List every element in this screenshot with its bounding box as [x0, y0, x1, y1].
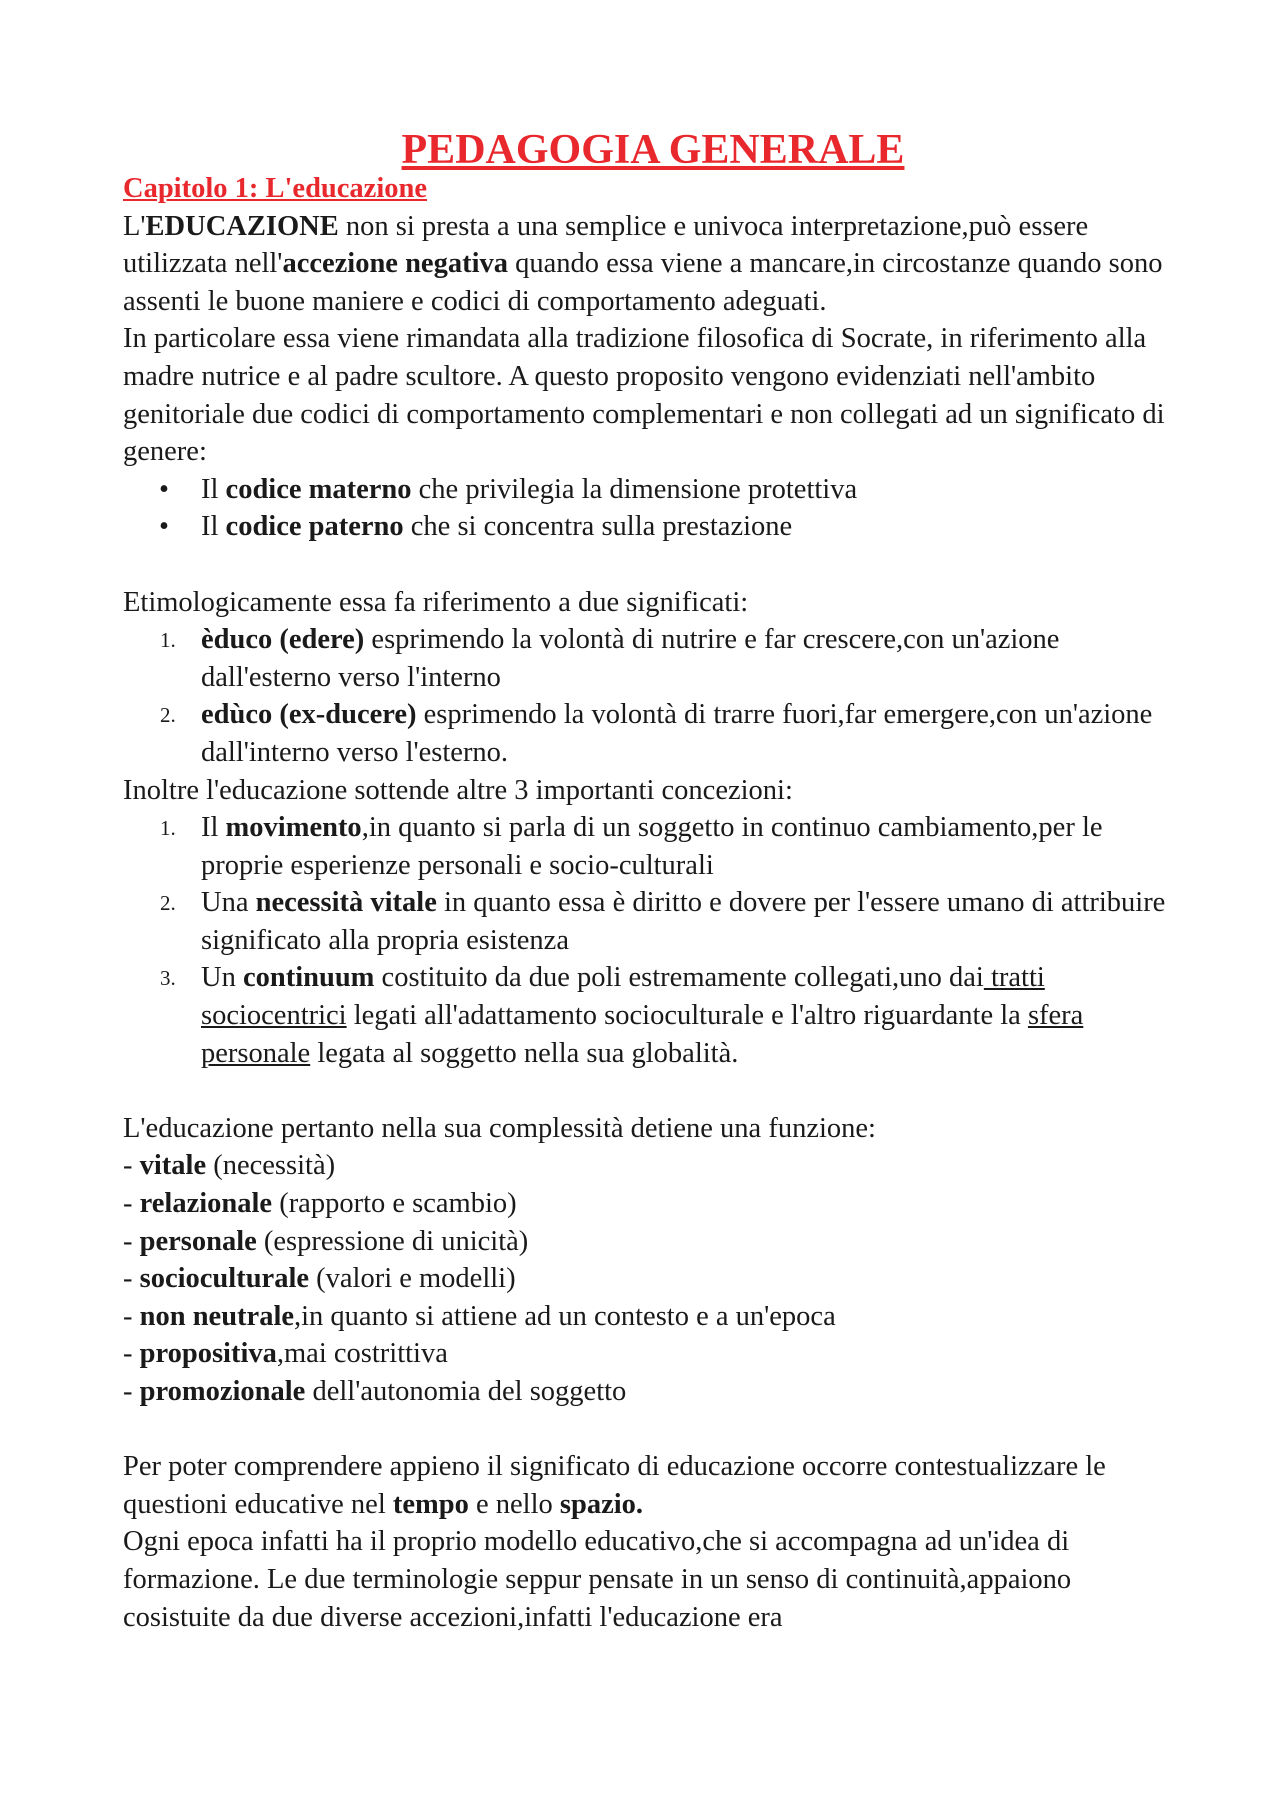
dash: -: [123, 1376, 140, 1407]
bold-spazio: spazio.: [559, 1488, 644, 1520]
list-item: [123, 1373, 1183, 1411]
list-item-text: Il: [201, 511, 226, 543]
list-item-bold: necessità vitale: [255, 887, 437, 919]
list-item-text: Il: [201, 473, 226, 505]
list-item-text: in quanto essa è diritto e dovere per l'essere umano di attribuire significato alla propria esistenza: [201, 887, 1166, 956]
dash: -: [123, 1338, 140, 1370]
paragraph-text: e nello: [468, 1488, 560, 1520]
list-item-text: (espressione di unicità): [256, 1225, 529, 1257]
list-item-text: legati all'adattamento socioculturale e l'altro riguardante la: [346, 1000, 1028, 1032]
list-item-bold: non neutrale: [139, 1300, 295, 1332]
document-content: [123, 124, 1183, 1636]
list-item-bold: movimento: [225, 812, 362, 844]
intro-text-1: L': [123, 210, 146, 242]
list-item-bold: personale: [139, 1225, 257, 1257]
list-item-text: ,mai costrittiva: [276, 1338, 448, 1370]
list-item-bold: vitale: [139, 1150, 207, 1182]
list-item: [123, 696, 1183, 771]
list-item-text: costituito da due poli estremamente collegati,uno dai: [374, 962, 984, 994]
list-item-text: (valori e modelli): [309, 1263, 516, 1295]
intro-bold-accezione: accezione negativa: [282, 248, 508, 280]
list-item-text: legata al soggetto nella sua globalità.: [310, 1037, 739, 1069]
dash: -: [123, 1263, 140, 1295]
list-item: [123, 1335, 1183, 1373]
list-item-bold: codice materno: [225, 473, 412, 505]
list-item: [123, 1298, 1183, 1336]
concezioni-list: [123, 809, 1183, 1072]
dash: -: [123, 1150, 140, 1182]
list-item: [123, 508, 1183, 546]
list-item-text: che privilegia la dimensione protettiva: [411, 473, 858, 505]
dash: -: [123, 1225, 140, 1257]
chapter-heading: Capitolo 1: L'educazione: [123, 173, 427, 204]
number-marker: 1.: [160, 816, 176, 841]
list-item-bold: relazionale: [139, 1188, 273, 1220]
blank-line: [123, 546, 1183, 584]
bullet-marker: •: [159, 473, 169, 505]
tempo-spazio-paragraph: [123, 1448, 1183, 1523]
list-item: [123, 621, 1183, 696]
bold-tempo: tempo: [392, 1488, 469, 1520]
list-item: [123, 1147, 1183, 1185]
codes-list: [123, 471, 1183, 546]
list-item-bold: èduco (edere): [201, 624, 365, 656]
list-item: [123, 1223, 1183, 1261]
list-item-text: ,in quanto si parla di un soggetto in continuo cambiamento,per le proprie esperienze personali e socio-culturali: [201, 812, 1103, 881]
etimo-list: [123, 621, 1183, 771]
list-item-text: che si concentra sulla prestazione: [403, 511, 793, 543]
list-item: [123, 884, 1183, 959]
paragraph-text: Per poter comprendere appieno il significato di educazione occorre contestualizzare le questioni educative nel: [123, 1451, 1106, 1520]
list-item-bold: continuum: [242, 962, 375, 994]
list-item-text: esprimendo la volontà di trarre fuori,far emergere,con un'azione dall'interno verso l'esterno.: [201, 699, 1153, 768]
number-marker: 3.: [160, 966, 176, 991]
list-item-bold: propositiva: [139, 1338, 277, 1370]
list-item: [123, 809, 1183, 884]
intro-text-2: non si presta a una semplice e univoca interpretazione,può essere utilizzata nell': [123, 210, 1089, 280]
list-item-bold: codice paterno: [225, 511, 404, 543]
number-marker: 2.: [160, 891, 176, 916]
intro-text-3: quando essa viene a mancare,in circostanze quando sono assenti le buone maniere e codici di comportamento adeguati.: [123, 248, 1163, 317]
list-item: [123, 1260, 1183, 1298]
blank-line: [123, 1072, 1183, 1110]
list-item-text: esprimendo la volontà di nutrire e far crescere,con un'azione dall'esterno verso l'interno: [201, 624, 1060, 693]
underlined-text: sfera personale: [201, 1000, 1084, 1069]
dash: -: [123, 1300, 140, 1332]
list-item: [123, 959, 1183, 1072]
socrate-paragraph: In particolare essa viene rimandata alla tradizione filosofica di Socrate, in riferimento alla madre nutrice e al padre scultore. A questo proposito vengono evidenziati nell'ambito genitoriale due codici di comportamento complementari e non collegati ad un significato di genere:: [123, 323, 1165, 468]
dash: -: [123, 1188, 140, 1220]
list-item-bold: socioculturale: [139, 1263, 310, 1295]
final-paragraph: Ogni epoca infatti ha il proprio modello educativo,che si accompagna ad un'idea di formazione. Le due terminologie seppur pensate in un senso di continuità,appaiono cosistuite da due diverse accezioni,infatti l'educazione era: [123, 1526, 1072, 1633]
bullet-marker: •: [159, 511, 169, 543]
list-item-text: Una: [201, 887, 256, 919]
intro-bold-educazione: EDUCAZIONE: [145, 210, 339, 242]
list-item-text: ,in quanto si attiene ad un contesto e a un'epoca: [294, 1300, 836, 1332]
list-item-text: Un: [201, 962, 243, 994]
underlined-text: tratti sociocentrici: [201, 962, 1045, 1032]
concezioni-intro: Inoltre l'educazione sottende altre 3 importanti concezioni:: [123, 774, 793, 806]
list-item-bold: promozionale: [139, 1376, 306, 1407]
intro-paragraph: [123, 208, 1183, 321]
page-title: PEDAGOGIA GENERALE: [401, 127, 905, 173]
number-marker: 2.: [160, 703, 176, 728]
blank-line: [123, 1411, 1183, 1449]
list-item-bold: edùco (ex-ducere): [201, 699, 417, 731]
number-marker: 1.: [160, 628, 176, 653]
list-item-text: dell'autonomia del soggetto: [305, 1376, 627, 1407]
funzione-intro: L'educazione pertanto nella sua complessità detiene una funzione:: [123, 1112, 876, 1144]
etimo-intro: Etimologicamente essa fa riferimento a due significati:: [123, 586, 749, 618]
list-item: [123, 1185, 1183, 1223]
funzioni-list: [123, 1147, 1183, 1410]
list-item-text: (rapporto e scambio): [272, 1188, 517, 1220]
list-item: [123, 471, 1183, 509]
list-item-text: Il: [201, 812, 226, 844]
list-item-text: (necessità): [206, 1150, 336, 1182]
